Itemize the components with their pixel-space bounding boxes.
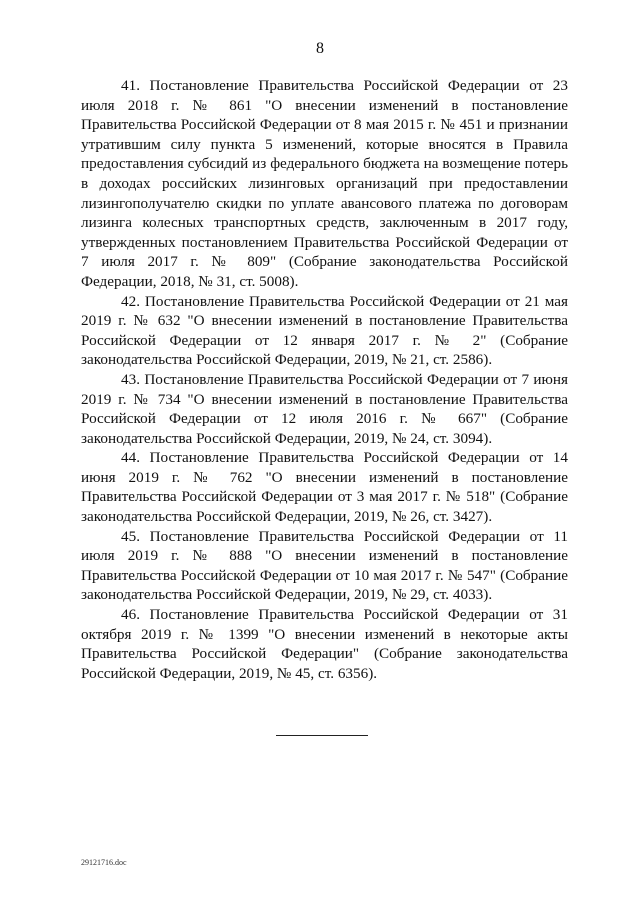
end-separator-line	[276, 735, 368, 736]
paragraph-45: 45. Постановление Правительства Российской Федерации от 11 июля 2019 г. № 888 "О внесении изменений в постановление Правительства Российской Федерации от 10 мая 2017 г. № 547" (Собрание законодательства Российской Федерации, 2019, № 29, ст. 4033).	[81, 527, 568, 604]
paragraph-42: 42. Постановление Правительства Российской Федерации от 21 мая 2019 г. № 632 "О внесении изменений в постановление Правительства Российской Федерации от 12 января 2017 г. № 2" (Собрание законодательства Российской Федерации, 2019, № 21, ст. 2586).	[81, 292, 568, 369]
document-body	[81, 76, 568, 683]
paragraph-44: 44. Постановление Правительства Российской Федерации от 14 июня 2019 г. № 762 "О внесении изменений в постановление Правительства Российской Федерации от 3 мая 2017 г. № 518" (Собрание законодательства Российской Федерации, 2019, № 26, ст. 3427).	[81, 449, 568, 526]
footer-file-code: 29121716.doc	[81, 858, 127, 867]
page-number: 8	[316, 40, 324, 57]
paragraph-41: 41. Постановление Правительства Российской Федерации от 23 июля 2018 г. № 861 "О внесении изменений в постановление Правительства Российской Федерации от 8 мая 2015 г. № 451 и признании утратившим силу пункта 5 изменений, которые вносятся в Правила предоставления субсидий из федерального бюджета на возмещение потерь в доходах российских лизинговых организаций при предоставлении лизингополучателю скидки по уплате авансового платежа по договорам лизинга колесных транспортных средств, заключенным в 2017 году, утвержденных постановлением Правительства Российской Федерации от 7 июля 2017 г. № 809" (Собрание законодательства Российской Федерации, 2018, № 31, ст. 5008).	[81, 77, 568, 290]
paragraph-46: 46. Постановление Правительства Российской Федерации от 31 октября 2019 г. № 1399 "О внесении изменений в некоторые акты Правительства Российской Федерации" (Собрание законодательства Российской Федерации, 2019, № 45, ст. 6356).	[81, 606, 568, 682]
paragraph-43: 43. Постановление Правительства Российской Федерации от 7 июня 2019 г. № 734 "О внесении изменений в постановление Правительства Российской Федерации от 12 июля 2016 г. № 667" (Собрание законодательства Российской Федерации, 2019, № 24, ст. 3094).	[81, 370, 568, 447]
